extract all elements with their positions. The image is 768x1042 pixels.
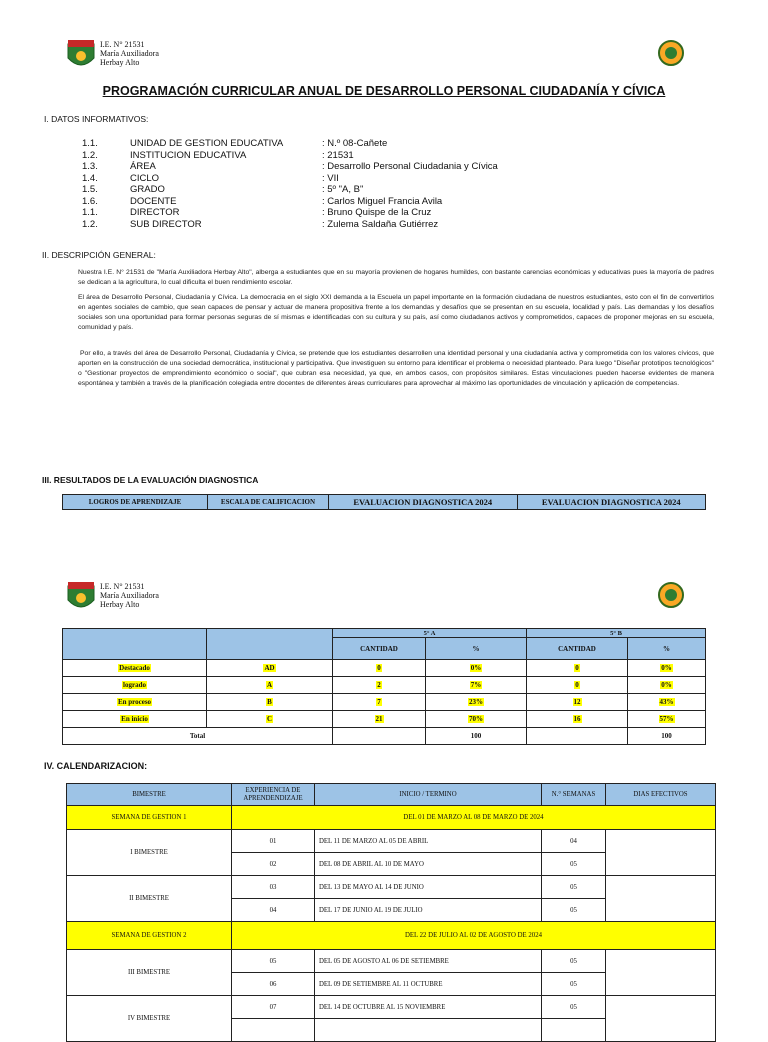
experience-number: 03 bbox=[232, 876, 315, 899]
blank-header bbox=[63, 629, 207, 660]
weeks-count: 05 bbox=[542, 950, 606, 973]
col-experiencia: EXPERIENCIA DE APRENDENDIZAJE bbox=[232, 784, 315, 806]
results-cell bbox=[527, 677, 628, 694]
col-semanas: N.° SEMANAS bbox=[542, 784, 606, 806]
results-cell bbox=[426, 711, 527, 728]
info-label: GRADO bbox=[130, 184, 165, 195]
gestion-2-label: SEMANA DE GESTION 2 bbox=[67, 922, 232, 950]
results-ca: 21 bbox=[375, 715, 383, 723]
dias-efectivos bbox=[606, 996, 716, 1042]
info-value: : N.º 08-Cañete bbox=[322, 138, 388, 149]
dias-efectivos bbox=[606, 950, 716, 996]
results-cell bbox=[63, 677, 207, 694]
weeks-count: 05 bbox=[542, 853, 606, 876]
results-cell bbox=[628, 660, 706, 677]
col-eval-a: EVALUACION DIAGNOSTICA 2024 bbox=[329, 495, 518, 510]
date-range: DEL 14 DE OCTUBRE AL 15 NOVIEMBRE bbox=[315, 996, 542, 1019]
results-cell bbox=[207, 660, 333, 677]
info-number: 1.5. bbox=[82, 184, 98, 195]
results-row bbox=[63, 711, 706, 728]
info-label: DIRECTOR bbox=[130, 207, 180, 218]
results-cell bbox=[207, 694, 333, 711]
results-logro: Destacado bbox=[119, 664, 150, 672]
school-crest bbox=[66, 38, 96, 77]
cantidad-b-header: CANTIDAD bbox=[527, 638, 628, 660]
section-4-heading: IV. CALENDARIZACION: bbox=[44, 761, 148, 771]
info-value: : Desarrollo Personal Ciudadania y Cívica bbox=[322, 161, 498, 172]
school-line-3: Herbay Alto bbox=[100, 58, 140, 67]
seal-icon bbox=[658, 40, 684, 71]
date-range: DEL 08 DE ABRIL AL 10 DE MAYO bbox=[315, 853, 542, 876]
total-label: Total bbox=[63, 728, 333, 745]
info-number: 1.1. bbox=[82, 207, 98, 218]
school-line-2: María Auxiliadora bbox=[100, 49, 159, 58]
weeks-count: 04 bbox=[542, 830, 606, 853]
results-pb: 0% bbox=[661, 681, 672, 689]
info-label: DOCENTE bbox=[130, 195, 177, 207]
results-logro: En proceso bbox=[117, 698, 152, 706]
bimestre-label: II BIMESTRE bbox=[67, 876, 232, 922]
info-number: 1.2. bbox=[82, 149, 98, 161]
results-cell bbox=[333, 711, 426, 728]
info-number: 1.6. bbox=[82, 195, 98, 207]
calendar-row bbox=[67, 950, 716, 973]
results-cell bbox=[426, 677, 527, 694]
calendar-row bbox=[67, 876, 716, 899]
results-cell bbox=[333, 677, 426, 694]
date-range bbox=[315, 1019, 542, 1042]
gestion-2-range: DEL 22 DE JULIO AL 02 DE AGOSTO DE 2024 bbox=[232, 922, 716, 950]
date-range: DEL 05 DE AGOSTO AL 06 DE SETIEMBRE bbox=[315, 950, 542, 973]
info-value: : 5º "A, B" bbox=[322, 184, 364, 195]
experience-number bbox=[232, 1019, 315, 1042]
results-cell bbox=[527, 694, 628, 711]
results-ca: 2 bbox=[377, 681, 381, 689]
info-value: : 21531 bbox=[322, 149, 354, 161]
date-range: DEL 13 DE MAYO AL 14 DE JUNIO bbox=[315, 876, 542, 899]
col-dias: DIAS EFECTIVOS bbox=[606, 784, 716, 806]
results-escala: A bbox=[266, 681, 273, 689]
pct-b-header: % bbox=[628, 638, 706, 660]
description-paragraph-3: Por ello, a través del área de Desarrollo Personal, Ciudadanía y Cívica, se pretende que los estudiantes desarrollen una identidad personal y una ciudadanía activa y comprometida con los valores cívicos, que aporten en la construcción de una sociedad democrática, institucional y participativa. Que investiguen su entorno para identificar el problema o necesidad planteado. Para luego "Diseñar prototipos tecnológicos" o "Gestionar proyectos de emprendimiento económico o social", que cubran esa necesidad, ya que, en ambos casos, con propósitos similares. Estas vinculaciones pueden hacerse evidentes de manera espontánea y también a través de la planificación colegiada entre docentes de diferentes áreas curriculares para aprovechar al máximo las oportunidades de vinculación y aplicación de competencias. bbox=[78, 350, 714, 387]
experience-number: 04 bbox=[232, 899, 315, 922]
results-pa: 0% bbox=[470, 664, 482, 672]
results-cb: 12 bbox=[573, 698, 581, 706]
results-cell bbox=[628, 677, 706, 694]
results-cell bbox=[426, 694, 527, 711]
col-escala: ESCALA DE CALIFICACION bbox=[208, 495, 329, 510]
bimestre-label: III BIMESTRE bbox=[67, 950, 232, 996]
school-line-1: I.E. N° 21531 bbox=[100, 582, 145, 591]
results-pb: 57% bbox=[659, 715, 674, 723]
results-cell bbox=[333, 660, 426, 677]
weeks-count: 05 bbox=[542, 876, 606, 899]
seal-icon bbox=[658, 582, 684, 613]
results-row bbox=[63, 660, 706, 677]
info-number: 1.1. bbox=[82, 138, 98, 149]
total-a: 100 bbox=[426, 728, 527, 745]
school-line-2: María Auxiliadora bbox=[100, 591, 159, 600]
results-cell bbox=[63, 694, 207, 711]
group-b-header: 5° B bbox=[527, 629, 706, 638]
results-escala: AD bbox=[264, 664, 275, 672]
results-row bbox=[63, 677, 706, 694]
results-pa: 23% bbox=[469, 698, 483, 706]
bimestre-label: I BIMESTRE bbox=[67, 830, 232, 876]
total-b: 100 bbox=[628, 728, 706, 745]
calendar-table bbox=[66, 783, 716, 1042]
results-cell bbox=[63, 711, 207, 728]
experience-number: 01 bbox=[232, 830, 315, 853]
info-label: INSTITUCION EDUCATIVA bbox=[130, 149, 247, 161]
info-value: : Carlos Miguel Francia Avila bbox=[322, 195, 443, 207]
experience-number: 07 bbox=[232, 996, 315, 1019]
info-number: 1.4. bbox=[82, 172, 98, 184]
diagnostic-header-table bbox=[62, 494, 706, 510]
weeks-count: 05 bbox=[542, 973, 606, 996]
col-logros: LOGROS DE APRENDIZAJE bbox=[63, 495, 208, 510]
section-1-heading: I. DATOS INFORMATIVOS: bbox=[44, 114, 149, 124]
info-value: : Bruno Quispe de la Cruz bbox=[322, 207, 432, 218]
results-cell bbox=[333, 694, 426, 711]
date-range: DEL 11 DE MARZO AL 05 DE ABRIL bbox=[315, 830, 542, 853]
gestion-1-range: DEL 01 DE MARZO AL 08 DE MARZO DE 2024 bbox=[232, 806, 716, 830]
results-cell bbox=[207, 677, 333, 694]
experience-number: 05 bbox=[232, 950, 315, 973]
info-list bbox=[0, 138, 768, 230]
calendar-row bbox=[67, 830, 716, 853]
info-label: SUB DIRECTOR bbox=[130, 218, 202, 230]
weeks-count bbox=[542, 1019, 606, 1042]
school-name bbox=[100, 582, 159, 609]
dias-efectivos bbox=[606, 830, 716, 876]
group-a-header: 5° A bbox=[333, 629, 527, 638]
results-cb: 0 bbox=[575, 664, 579, 672]
school-crest bbox=[66, 580, 96, 619]
calendar-row bbox=[67, 996, 716, 1019]
results-cb: 0 bbox=[575, 681, 579, 689]
results-logro: logrado bbox=[123, 681, 146, 689]
total-cell bbox=[527, 728, 628, 745]
experience-number: 06 bbox=[232, 973, 315, 996]
weeks-count: 05 bbox=[542, 899, 606, 922]
results-cell bbox=[63, 660, 207, 677]
results-cell bbox=[527, 711, 628, 728]
results-pa: 70% bbox=[469, 715, 483, 723]
date-range: DEL 09 DE SETIEMBRE AL 11 OCTUBRE bbox=[315, 973, 542, 996]
date-range: DEL 17 DE JUNIO AL 19 DE JULIO bbox=[315, 899, 542, 922]
school-line-3: Herbay Alto bbox=[100, 600, 140, 609]
school-name bbox=[100, 40, 159, 67]
results-cell bbox=[628, 694, 706, 711]
info-number: 1.2. bbox=[82, 218, 98, 230]
weeks-count: 05 bbox=[542, 996, 606, 1019]
info-value: : Zulema Saldaña Gutiérrez bbox=[322, 218, 439, 230]
info-number: 1.3. bbox=[82, 161, 98, 172]
info-label: ÁREA bbox=[130, 161, 156, 172]
page-title: PROGRAMACIÓN CURRICULAR ANUAL DE DESARROLLO PERSONAL CIUDADANÍA Y CÍVICA bbox=[102, 84, 666, 98]
description-paragraph-1: Nuestra I.E. N° 21531 de "María Auxiliadora Herbay Alto", alberga a estudiantes que en su mayoría provienen de hogares humildes, con bastante carencias económicas y educativas pues la mayoría de padres se dedican a la agricultura, lo cual dificulta el buen rendimiento escolar. bbox=[78, 269, 714, 286]
results-escala: C bbox=[266, 715, 273, 723]
results-escala: B bbox=[267, 698, 272, 706]
results-cell bbox=[207, 711, 333, 728]
results-logro: En inicio bbox=[121, 715, 148, 723]
cantidad-a-header: CANTIDAD bbox=[333, 638, 426, 660]
experience-number: 02 bbox=[232, 853, 315, 876]
col-bimestre: BIMESTRE bbox=[67, 784, 232, 806]
info-label: UNIDAD DE GESTION EDUCATIVA bbox=[130, 138, 284, 149]
info-value: : VII bbox=[322, 172, 339, 184]
results-pb: 0% bbox=[661, 664, 672, 672]
section-2-heading: II. DESCRIPCIÓN GENERAL: bbox=[42, 250, 156, 260]
info-label: CICLO bbox=[130, 172, 160, 184]
description-paragraph-2: El área de Desarrollo Personal, Ciudadanía y Cívica. La democracia en el siglo XXI demanda a la Escuela un papel importante en la formación ciudadana de nuestros estudiantes, esto con el fin de convertirlos en agentes sociales de cambio, que sean capaces de pensar y actuar de manera propositiva frente a los demandas y desafíos que se presentan en su escuela, localidad y país. Las demandas y los desafíos sociales son una oportunidad para formar personas seguras de sí mismas e identificadas con su cultura y su país, así como ciudadanos activos y comprometidos, capaces de proponer mejoras en su escuela, comunidad y país. bbox=[78, 294, 714, 331]
bimestre-label: IV BIMESTRE bbox=[67, 996, 232, 1042]
school-line-1: I.E. N° 21531 bbox=[100, 40, 145, 49]
col-eval-b: EVALUACION DIAGNOSTICA 2024 bbox=[517, 495, 706, 510]
blank-header bbox=[207, 629, 333, 660]
pct-a-header: % bbox=[426, 638, 527, 660]
dias-efectivos bbox=[606, 876, 716, 922]
results-cell bbox=[527, 660, 628, 677]
results-cell bbox=[426, 660, 527, 677]
results-pb: 43% bbox=[659, 698, 674, 706]
total-cell bbox=[333, 728, 426, 745]
results-row bbox=[63, 694, 706, 711]
results-table bbox=[62, 628, 706, 745]
results-cell bbox=[628, 711, 706, 728]
results-ca: 0 bbox=[377, 664, 381, 672]
section-3-heading: III. RESULTADOS DE LA EVALUACIÓN DIAGNOSTICA bbox=[42, 475, 259, 485]
results-cb: 16 bbox=[573, 715, 581, 723]
results-ca: 7 bbox=[377, 698, 381, 706]
results-pa: 7% bbox=[470, 681, 482, 689]
gestion-1-label: SEMANA DE GESTION 1 bbox=[67, 806, 232, 830]
col-inicio-termino: INICIO / TERMINO bbox=[315, 784, 542, 806]
